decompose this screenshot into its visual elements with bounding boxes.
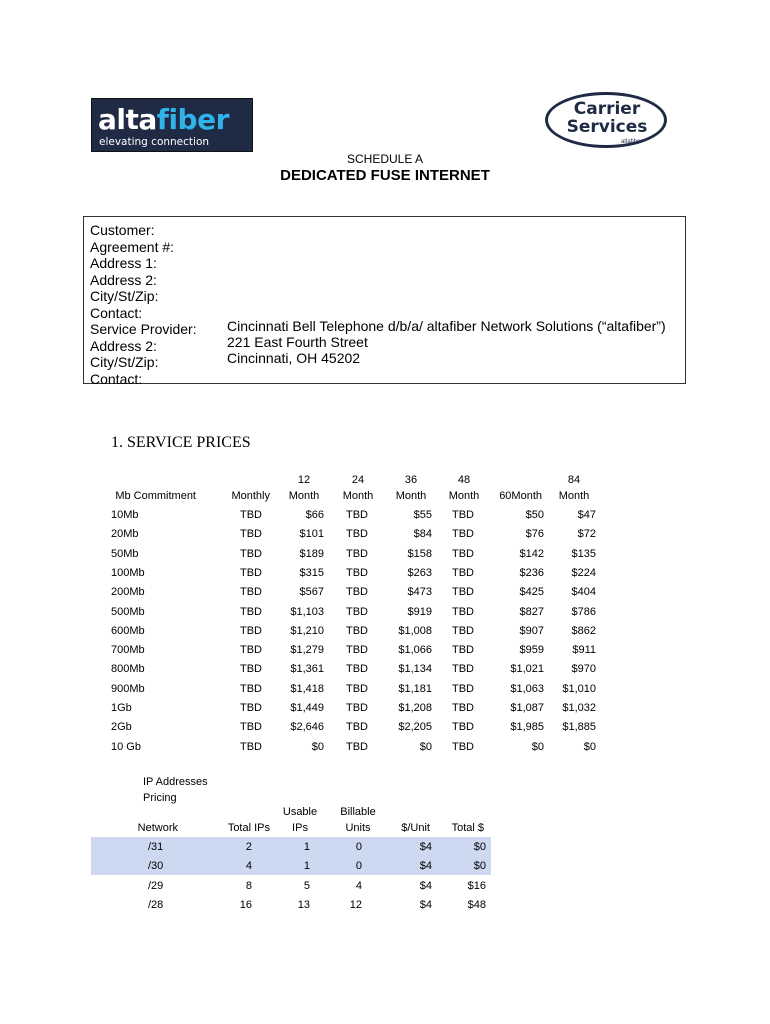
price-cell: $1,066 — [398, 644, 432, 657]
price-cell: TBD — [452, 605, 474, 618]
price-cell: $142 — [519, 547, 544, 560]
price-cell: TBD — [240, 605, 262, 618]
ip-cell: 1 — [303, 841, 310, 853]
price-cell: TBD — [346, 663, 368, 676]
ip-row-label: /31 — [148, 841, 164, 853]
ip-cell: 0 — [355, 841, 362, 853]
price-cell: $135 — [571, 547, 596, 560]
ip-cell: $0 — [473, 860, 486, 873]
altafiber-logo: altafiber elevating connection — [91, 98, 253, 152]
ip-cell: $4 — [419, 841, 432, 853]
price-cell: $1,885 — [562, 721, 596, 734]
price-cell: $1,063 — [510, 682, 544, 695]
price-cell: TBD — [240, 682, 262, 695]
price-cell: $1,279 — [290, 644, 324, 657]
provider-value: Cincinnati Bell Telephone d/b/a/ altafiber Network Solutions (“altafiber”) — [227, 318, 666, 334]
price-row-label: 20Mb — [111, 528, 139, 541]
price-cell: TBD — [240, 624, 262, 637]
ip-cell: 4 — [355, 879, 362, 892]
price-cell: $224 — [571, 566, 596, 579]
price-cell: $84 — [413, 528, 432, 541]
price-cell: TBD — [240, 566, 262, 579]
price-cell: $1,021 — [510, 663, 544, 676]
price-cell: TBD — [240, 721, 262, 734]
info-label: City/St/Zip: — [90, 288, 159, 304]
price-cell: TBD — [240, 528, 262, 541]
price-cell: $862 — [571, 624, 596, 637]
header-12-month: 12 Month — [288, 474, 320, 502]
price-cell: TBD — [452, 682, 474, 695]
price-row-label: 50Mb — [111, 547, 139, 560]
price-row-label: 800Mb — [111, 663, 145, 676]
ip-cell: 4 — [245, 860, 252, 873]
price-cell: TBD — [346, 547, 368, 560]
page-title: DEDICATED FUSE INTERNET — [280, 167, 490, 184]
header-36-month: 36 Month — [395, 474, 427, 502]
ip-row-label: /30 — [148, 860, 164, 873]
price-cell: TBD — [240, 740, 262, 753]
price-cell: $919 — [407, 605, 432, 618]
price-cell: TBD — [346, 509, 368, 521]
price-cell: $315 — [299, 566, 324, 579]
price-cell: $827 — [519, 605, 544, 618]
header-commitment: Mb Commitment — [115, 490, 196, 502]
ip-cell: 8 — [245, 879, 252, 892]
price-cell: TBD — [452, 663, 474, 676]
header-monthly: Monthly — [231, 490, 270, 502]
price-cell: $1,181 — [398, 682, 432, 695]
price-row-label: 10Mb — [111, 509, 139, 521]
header-84-month: 84 Month — [558, 474, 590, 502]
price-cell: $0 — [419, 740, 432, 753]
price-cell: $404 — [571, 586, 596, 599]
ip-cell: 5 — [303, 879, 310, 892]
price-cell: TBD — [452, 528, 474, 541]
price-cell: $76 — [525, 528, 544, 541]
price-cell: $2,646 — [290, 721, 324, 734]
price-cell: $55 — [413, 509, 432, 521]
price-row-label: 700Mb — [111, 644, 145, 657]
price-cell: $2,205 — [398, 721, 432, 734]
price-cell: TBD — [346, 605, 368, 618]
info-label: Contact: — [90, 304, 143, 321]
price-cell: $1,418 — [290, 682, 324, 695]
price-cell: TBD — [346, 586, 368, 599]
price-cell: $66 — [305, 509, 324, 521]
price-cell: TBD — [346, 682, 368, 695]
ip-header-total: Total $ — [451, 822, 484, 834]
price-cell: TBD — [452, 721, 474, 734]
price-cell: $907 — [519, 624, 544, 637]
price-row-label: 2Gb — [111, 721, 132, 734]
price-cell: $158 — [407, 547, 432, 560]
price-cell: $1,208 — [398, 702, 432, 714]
info-label: Service Provider: — [90, 321, 197, 337]
ip-cell: $4 — [419, 898, 432, 911]
price-cell: TBD — [452, 509, 474, 521]
price-row-label: 900Mb — [111, 682, 145, 695]
price-cell: $959 — [519, 644, 544, 657]
price-cell: $425 — [519, 586, 544, 599]
ip-header-billable: Billable Units — [340, 806, 376, 834]
ip-header-unit: $/Unit — [401, 822, 430, 834]
info-label: City/St/Zip: — [90, 354, 159, 370]
price-row-label: 1Gb — [111, 702, 132, 714]
info-label: Address 2: — [90, 337, 157, 354]
price-cell: $970 — [571, 663, 596, 676]
ip-cell: $0 — [473, 841, 486, 853]
price-cell: $236 — [519, 566, 544, 579]
price-cell: $1,103 — [290, 605, 324, 618]
ip-title: IP Addresses Pricing — [143, 776, 208, 804]
price-cell: TBD — [240, 547, 262, 560]
price-cell: $47 — [577, 509, 596, 521]
ip-header-network: Network — [137, 822, 178, 834]
price-cell: TBD — [452, 547, 474, 560]
ip-cell: $48 — [467, 898, 486, 911]
price-cell: $1,008 — [398, 624, 432, 637]
price-row-label: 100Mb — [111, 566, 145, 579]
price-cell: $50 — [525, 509, 544, 521]
ip-cell: $16 — [467, 879, 486, 892]
price-row-label: 600Mb — [111, 624, 145, 637]
ip-cell: 2 — [245, 841, 252, 853]
info-label: Agreement #: — [90, 238, 175, 255]
price-cell: TBD — [346, 624, 368, 637]
price-cell: TBD — [452, 566, 474, 579]
ip-cell: 1 — [303, 860, 310, 873]
price-cell: $1,449 — [290, 702, 324, 714]
price-cell: $263 — [407, 566, 432, 579]
price-cell: $473 — [407, 586, 432, 599]
price-cell: $189 — [299, 547, 324, 560]
header-60-month: 60Month — [499, 490, 542, 502]
price-cell: $1,134 — [398, 663, 432, 676]
ip-cell: 12 — [349, 898, 362, 911]
schedule-label: SCHEDULE A — [346, 152, 424, 166]
price-cell: $1,010 — [562, 682, 596, 695]
price-cell: $0 — [583, 740, 596, 753]
header-24-month: 24 Month — [342, 474, 374, 502]
ip-row-label: /29 — [148, 879, 164, 892]
price-cell: TBD — [452, 586, 474, 599]
price-cell: TBD — [240, 663, 262, 676]
price-cell: TBD — [346, 702, 368, 714]
ip-header-usable: Usable IPs — [282, 806, 318, 834]
price-cell: TBD — [346, 644, 368, 657]
price-cell: TBD — [346, 566, 368, 579]
info-label: Customer: — [90, 222, 155, 238]
price-cell: TBD — [346, 721, 368, 734]
price-cell: $567 — [299, 586, 324, 599]
price-cell: TBD — [240, 644, 262, 657]
info-label: Contact: — [90, 370, 143, 387]
provider-city-value: Cincinnati, OH 45202 — [227, 350, 361, 366]
price-cell: $1,087 — [510, 702, 544, 714]
provider-address-value: 221 East Fourth Street — [227, 334, 368, 350]
price-cell: TBD — [240, 586, 262, 599]
price-cell: $72 — [577, 528, 596, 541]
price-row-label: 200Mb — [111, 586, 145, 599]
price-cell: $0 — [531, 740, 544, 753]
price-cell: $911 — [572, 644, 596, 657]
price-cell: TBD — [452, 624, 474, 637]
price-cell: TBD — [240, 509, 262, 521]
price-cell: $1,032 — [562, 702, 596, 714]
price-cell: TBD — [240, 702, 262, 714]
info-label: Address 1: — [90, 255, 157, 271]
ip-row-label: /28 — [148, 898, 164, 911]
price-cell: TBD — [452, 702, 474, 714]
price-cell: TBD — [452, 644, 474, 657]
price-row-label: 500Mb — [111, 605, 145, 618]
ip-cell: 13 — [297, 898, 310, 911]
price-cell: TBD — [452, 740, 474, 753]
ip-cell: 16 — [239, 898, 252, 911]
ip-cell: 0 — [355, 860, 362, 873]
ip-cell: $4 — [419, 879, 432, 892]
price-cell: $0 — [311, 740, 324, 753]
header-48-month: 48 Month — [448, 474, 480, 502]
price-cell: $1,361 — [290, 663, 324, 676]
ip-cell: $4 — [419, 860, 432, 873]
price-cell: TBD — [346, 528, 368, 541]
section-title: 1. SERVICE PRICES — [111, 434, 251, 451]
price-row-label: 10 Gb — [111, 740, 141, 753]
price-cell: $786 — [571, 605, 596, 618]
carrier-services-logo: Carrier Services altafiber — [545, 92, 669, 150]
price-cell: $1,210 — [290, 624, 324, 637]
price-cell: $1,985 — [510, 721, 544, 734]
ip-header-total-ips: Total IPs — [227, 822, 270, 834]
price-cell: $101 — [299, 528, 324, 541]
info-label: Address 2: — [90, 271, 157, 288]
price-cell: TBD — [346, 740, 368, 753]
